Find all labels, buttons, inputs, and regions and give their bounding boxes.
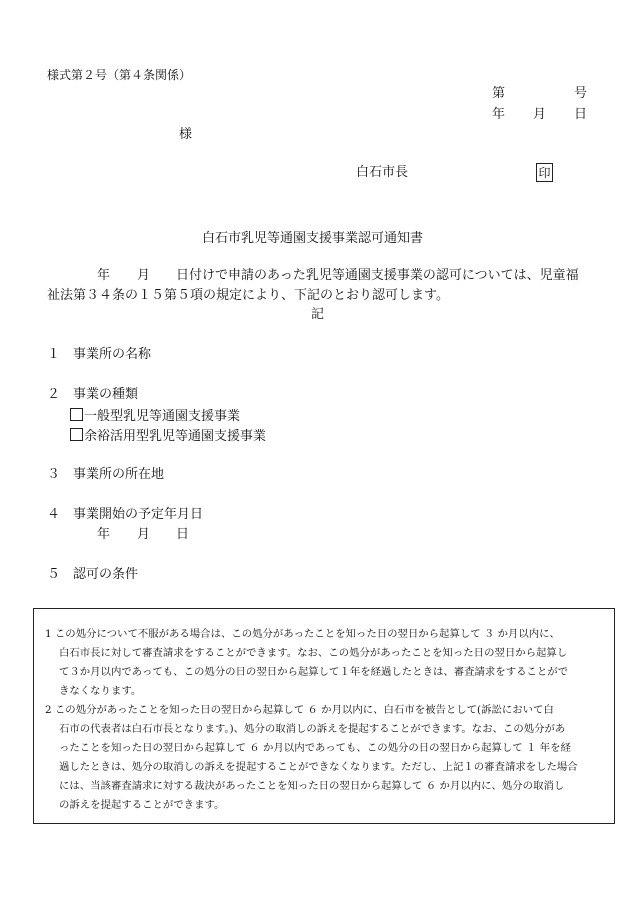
notice-line: 1 この処分について不服がある場合は、この処分があったことを知った日の翌日から起算して ３ か月以内に、 [45, 628, 560, 640]
notice-line: て３か月以内であっても、この処分の日の翌日から起算して１年を経過したときは、審査請求をすることがで [59, 666, 569, 678]
notice-line: 石市の代表者は白石市長となります。)、処分の取消しの訴えを提起することができます。なお、この処分があ [59, 723, 566, 735]
checkbox-general-type[interactable] [70, 408, 83, 421]
body-month: 月 [137, 268, 151, 283]
notice-line: ったことを知った日の翌日から起算して ６ か月以内であっても、この処分の日の翌日から起算して １ 年を経 [59, 742, 571, 754]
option-surplus-type [70, 428, 266, 443]
date-month: 月 [533, 107, 547, 122]
ki-marker: 記 [311, 307, 325, 322]
checkbox-surplus-type[interactable] [70, 428, 83, 441]
date-year: 年 [492, 107, 506, 122]
start-date-month: 月 [137, 527, 151, 542]
notice-line: 2 この処分があったことを知った日の翌日から起算して ６ か月以内に、白石市を被告として(訴訟において白 [45, 704, 554, 716]
item-facility-name: １ 事業所の名称 [47, 347, 152, 362]
appeal-notice-box [33, 608, 615, 824]
document-title: 白石市乳児等通園支援事業認可通知書 [202, 231, 424, 246]
item-conditions: ５ 認可の条件 [47, 567, 139, 582]
option-surplus-type-label: 余裕活用型乳児等通園支援事業 [84, 429, 267, 444]
notice-line: 白石市長に対して審査請求をすることができます。なお、この処分があったことを知った日の翌日から起算し [59, 647, 568, 659]
notice-line: の訴えを提起することができます。 [59, 799, 225, 811]
number-suffix: 号 [574, 86, 588, 101]
addressee-honorific: 様 [179, 127, 193, 142]
form-number: 様式第２号（第４条関係） [47, 68, 192, 82]
notice-line: には、当該審査請求に対する裁決があったことを知った日の翌日から起算して ６ か月以内に、処分の取消し [59, 780, 565, 792]
seal-mark: 印 [536, 163, 553, 182]
body-year: 年 [97, 268, 111, 283]
item-facility-location: ３ 事業所の所在地 [47, 467, 165, 482]
number-prefix: 第 [492, 86, 506, 101]
date-day: 日 [574, 107, 588, 122]
notice-line: きなくなります。 [59, 685, 142, 697]
item-start-date: ４ 事業開始の予定年月日 [47, 507, 204, 522]
body-line-1: 日付けで申請のあった乳児等通園支援事業の認可については、児童福 [176, 268, 579, 283]
issuer-name: 白石市長 [356, 165, 409, 180]
item-business-type: ２ 事業の種類 [47, 387, 139, 402]
start-date-year: 年 [97, 527, 111, 542]
option-general-type-label: 一般型乳児等通園支援事業 [84, 409, 241, 424]
body-line-2: 祉法第３４条の１５第５項の規定により、下記のとおり認可します。 [47, 288, 449, 303]
option-general-type [70, 408, 240, 423]
start-date-day: 日 [176, 527, 190, 542]
notice-line: 過したときは、処分の取消しの訴えを提起することができなくなります。ただし、上記１の審査請求をした場合 [59, 761, 578, 773]
